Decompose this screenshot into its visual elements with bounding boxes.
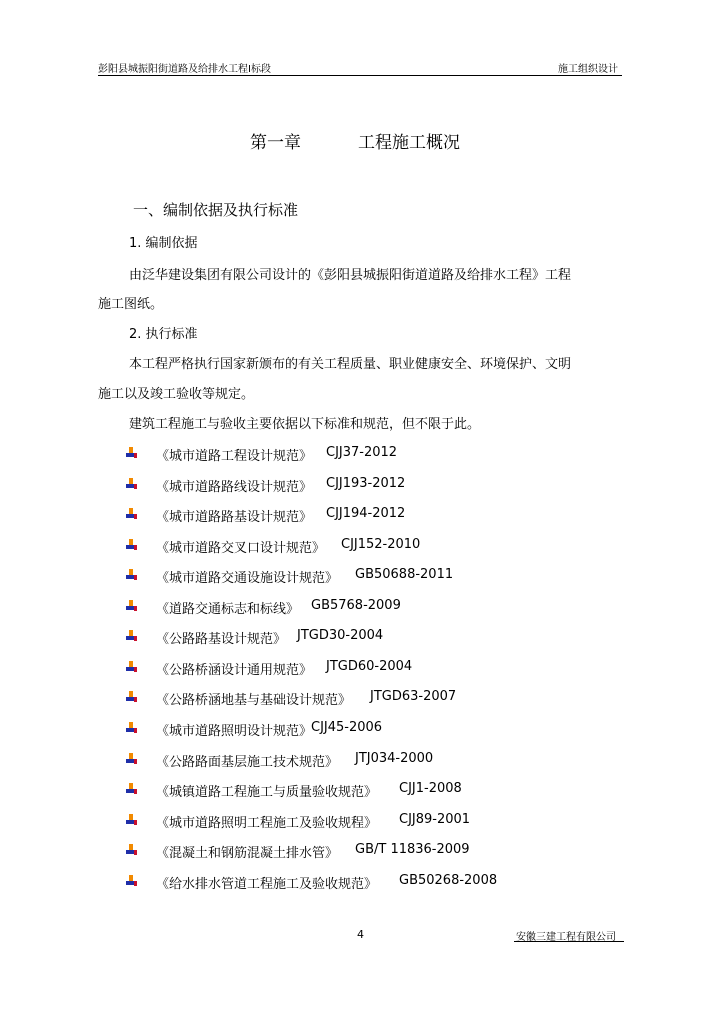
standard-code: GB50688-2011 bbox=[355, 567, 454, 583]
standard-code: CJJ193-2012 bbox=[326, 475, 406, 491]
header-project-title: 彭阳县城振阳街道路及给排水工程Ⅰ标段 bbox=[98, 64, 271, 75]
standard-title: 《给水排水管道工程施工及验收规范》 bbox=[156, 876, 378, 892]
bullet-marker-icon bbox=[126, 447, 138, 459]
standard-title: 《公路桥涵地基与基础设计规范》 bbox=[156, 693, 352, 709]
paragraph-basis-line2: 施工图纸。 bbox=[98, 297, 164, 312]
standard-code: CJJ152-2010 bbox=[341, 536, 421, 552]
bullet-marker-icon bbox=[126, 722, 138, 734]
bullet-marker-icon bbox=[126, 783, 138, 795]
paragraph-standards-line1: 本工程严格执行国家新颁布的有关工程质量、职业健康安全、环境保护、文明 bbox=[129, 357, 572, 372]
bullet-marker-icon bbox=[126, 600, 138, 612]
section-heading: 一、编制依据及执行标准 bbox=[133, 201, 299, 219]
chapter-heading bbox=[0, 128, 724, 153]
paragraph-basis-line1: 由泛华建设集团有限公司设计的《彭阳县城振阳街道道路及给排水工程》工程 bbox=[129, 268, 572, 283]
standard-code: JTGD60-2004 bbox=[326, 658, 413, 674]
bullet-marker-icon bbox=[126, 753, 138, 765]
standard-title: 《城市道路照明设计规范》 bbox=[156, 723, 313, 739]
standard-code: GB/T 11836-2009 bbox=[355, 842, 470, 858]
paragraph-standards-line2: 施工以及竣工验收等规定。 bbox=[98, 387, 255, 402]
header-document-type: 施工组织设计 bbox=[558, 64, 618, 75]
subheading-standards: 2. 执行标准 bbox=[129, 327, 198, 342]
standard-title: 《公路桥涵设计通用规范》 bbox=[156, 662, 313, 678]
standard-code: CJJ37-2012 bbox=[326, 445, 398, 460]
standard-code: JTGD63-2007 bbox=[370, 689, 457, 705]
standard-title: 《城镇道路工程施工与质量验收规范》 bbox=[156, 785, 378, 801]
standard-title: 《城市道路路线设计规范》 bbox=[156, 479, 313, 495]
bullet-marker-icon bbox=[126, 814, 138, 826]
standard-code: CJJ89-2001 bbox=[399, 811, 471, 827]
footer-company: 安徽三建工程有限公司 bbox=[516, 932, 616, 943]
standard-code: GB50268-2008 bbox=[399, 872, 498, 888]
bullet-marker-icon bbox=[126, 508, 138, 520]
page-header bbox=[98, 58, 618, 74]
standard-code: CJJ45-2006 bbox=[311, 719, 383, 735]
standard-title: 《城市道路路基设计规范》 bbox=[156, 510, 313, 526]
standard-code: CJJ1-2008 bbox=[399, 781, 462, 797]
standard-title: 《混凝土和钢筋混凝土排水管》 bbox=[156, 846, 339, 862]
standard-title: 《公路路面基层施工技术规范》 bbox=[156, 754, 339, 770]
bullet-marker-icon bbox=[126, 569, 138, 581]
standard-title: 《道路交通标志和标线》 bbox=[156, 601, 300, 617]
standard-title: 《城市道路交通设施设计规范》 bbox=[156, 571, 339, 587]
chapter-title: 工程施工概况 bbox=[358, 133, 460, 153]
standard-title: 《城市道路照明工程施工及验收规程》 bbox=[156, 815, 378, 831]
standard-title: 《城市道路交叉口设计规范》 bbox=[156, 540, 326, 556]
bullet-marker-icon bbox=[126, 478, 138, 490]
header-divider bbox=[98, 75, 622, 76]
bullet-marker-icon bbox=[126, 661, 138, 673]
bullet-marker-icon bbox=[126, 630, 138, 642]
standard-title: 《公路路基设计规范》 bbox=[156, 632, 287, 648]
bullet-marker-icon bbox=[126, 539, 138, 551]
page-number: 4 bbox=[357, 928, 364, 941]
bullet-marker-icon bbox=[126, 875, 138, 887]
subheading-basis: 1. 编制依据 bbox=[129, 236, 198, 251]
bullet-marker-icon bbox=[126, 691, 138, 703]
standard-code: CJJ194-2012 bbox=[326, 506, 406, 522]
standard-code: GB5768-2009 bbox=[311, 597, 401, 613]
standard-title: 《城市道路工程设计规范》 bbox=[156, 449, 313, 464]
standard-code: JTGD30-2004 bbox=[297, 628, 384, 644]
bullet-marker-icon bbox=[126, 844, 138, 856]
chapter-number: 第一章 bbox=[250, 133, 301, 153]
paragraph-intro-list: 建筑工程施工与验收主要依据以下标准和规范，但不限于此。 bbox=[129, 417, 481, 432]
footer-divider bbox=[514, 941, 624, 942]
standard-code: JTJ034-2000 bbox=[355, 750, 434, 766]
